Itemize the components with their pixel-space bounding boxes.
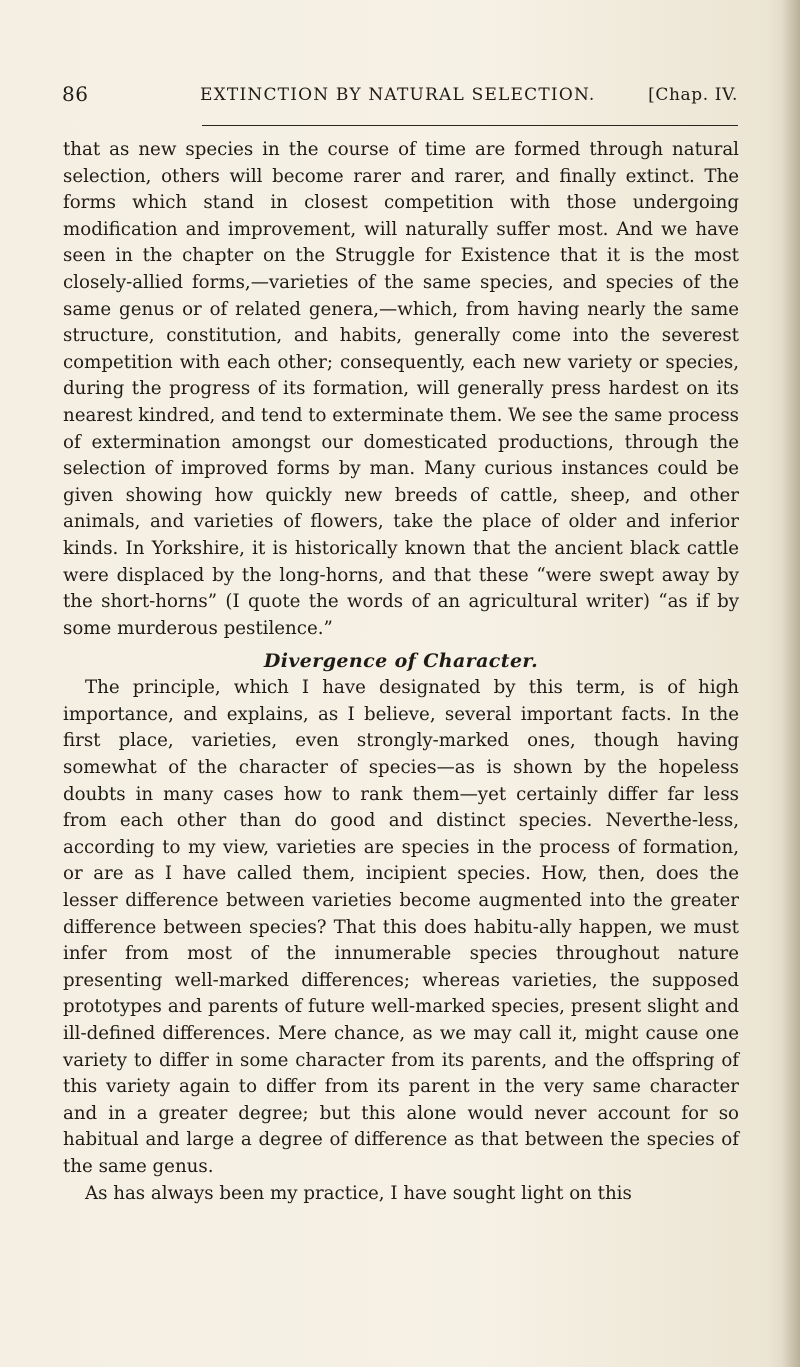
chapter-reference: [Chap. IV. [648,85,738,105]
page-number: 86 [62,82,89,106]
running-title: EXTINCTION BY NATURAL SELECTION. [200,85,596,105]
running-header [62,82,738,110]
page-edge-shadow [782,0,800,1367]
paragraph-divergence: The principle, which I have designated by this term, is of high importance, and explains, as I believe, several important facts. In the first place, varieties, even strongly-marked ones, though having somewhat of the character of species—as is shown by the hopeless doubts in many cases how to rank them—yet certainly differ far less from each other than do good and distinct species. Neverthe-less, according to my view, varieties are species in the process of formation, or are as I have called them, incipient species. How, then, does the lesser difference between varieties become augmented into the greater difference between species? That this does habitu-ally happen, we must infer from most of the innumerable species throughout nature presenting well-marked differences; whereas varieties, the supposed prototypes and parents of future well-marked species, present slight and ill-defined differences. Mere chance, as we may call it, might cause one variety to differ in some character from its parents, and the offspring of this variety again to differ from its parent in the very same character and in a greater degree; but this alone would never account for so habitual and large a degree of difference as that between the species of the same genus. [63,677,739,1177]
section-heading: Divergence of Character. [263,650,539,673]
header-rule [202,125,738,126]
paragraph-continued: As has always been my practice, I have sought light on this [85,1182,632,1204]
paragraph-extinction-continued: that as new species in the course of time are formed through natural selection, others will become rarer and rarer, and finally extinct. The forms which stand in closest competition with those undergoing modification and improvement, will naturally suffer most. And we have seen in the chapter on the Struggle for Existence that it is the most closely-allied forms,—varieties of the same species, and species of the same genus or of related genera,—which, from having nearly the same structure, constitution, and habits, generally come into the severest competition with each other; consequently, each new variety or species, during the progress of its formation, will generally press hardest on its nearest kindred, and tend to exterminate them. We see the same process of extermination amongst our domesticated productions, through the selection of improved forms by man. Many curious instances could be given showing how quickly new breeds of cattle, sheep, and other animals, and varieties of flowers, take the place of older and inferior kinds. In Yorkshire, it is historically known that the ancient black cattle were displaced by the long-horns, and that these “were swept away by the short-horns” (I quote the words of an agricultural writer) “as if by some murderous pestilence.” [63,139,739,639]
body-text [63,137,739,1207]
